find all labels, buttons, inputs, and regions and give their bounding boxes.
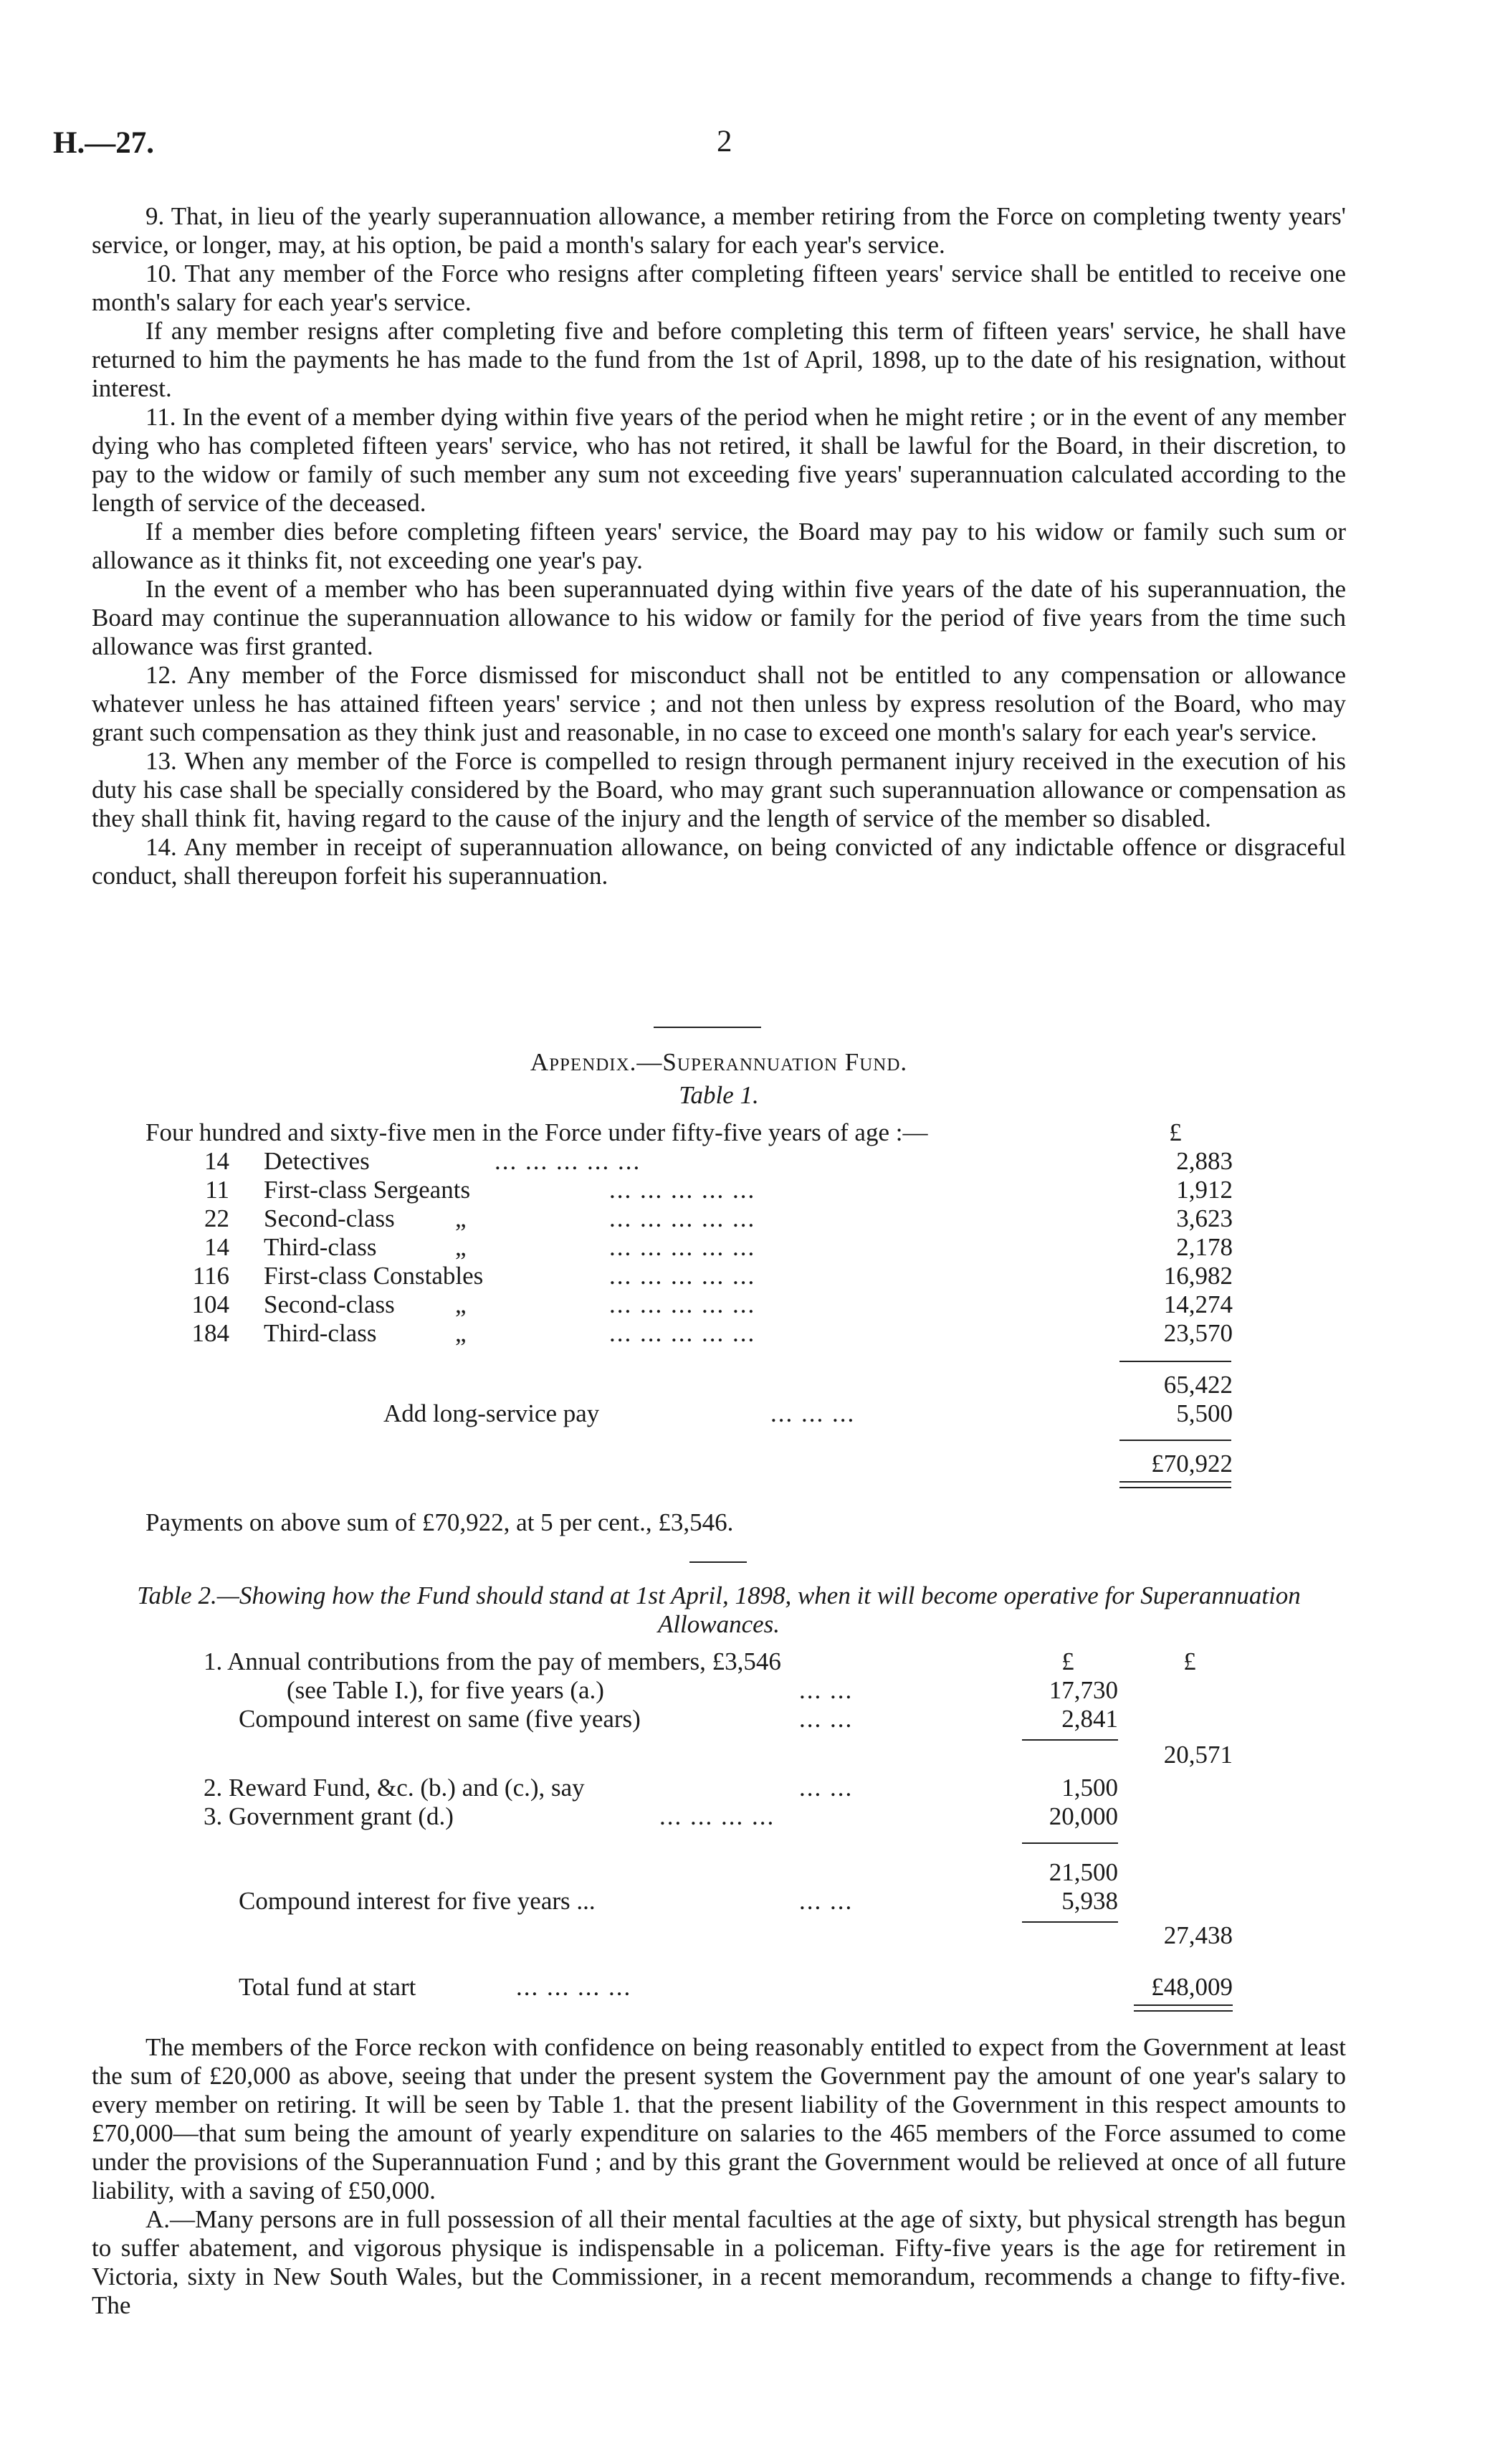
ditto-mark: „ xyxy=(455,1290,467,1318)
table-1-subtotal: 65,422 xyxy=(1163,1371,1233,1399)
row-amount: 3,623 xyxy=(1176,1204,1233,1232)
long-service-amount: 5,500 xyxy=(1176,1399,1233,1427)
row-label: Second-class xyxy=(264,1204,395,1232)
dot-leaders: ... ... xyxy=(799,1774,854,1802)
ditto-mark: „ xyxy=(455,1204,467,1232)
row-amount: 23,570 xyxy=(1163,1319,1233,1347)
row-label: Detectives xyxy=(264,1147,370,1175)
total-double-rule xyxy=(1119,1481,1231,1488)
dot-leaders: ... ... xyxy=(799,1705,854,1733)
row-count: 22 xyxy=(204,1204,229,1232)
item-2-label: 2. Reward Fund, &c. (b.) and (c.), say xyxy=(204,1774,585,1802)
row-amount: 2,883 xyxy=(1176,1147,1233,1175)
dot-leaders: ... ... ... ... ... xyxy=(609,1290,756,1318)
dot-leaders: ... ... ... ... ... xyxy=(609,1319,756,1347)
row-count: 14 xyxy=(204,1233,229,1261)
dot-leaders: ... ... ... ... xyxy=(659,1802,775,1830)
group-2-sum: 21,500 xyxy=(1049,1858,1118,1886)
table-2-currency-column-1: £ xyxy=(1061,1647,1074,1675)
group-1-rule xyxy=(1022,1739,1118,1741)
clause-11-superannuated: In the event of a member who has been superannuated dying within five years of the date of his superannuation, the Board may continue the superannuation allowance to his widow or family for the period of five years from the time such allowance was first granted. xyxy=(92,575,1346,660)
dot-leaders: ... ... ... ... ... xyxy=(609,1176,756,1204)
group-2-rule xyxy=(1022,1842,1118,1844)
group-1-total: 20,571 xyxy=(1163,1741,1233,1769)
row-count: 11 xyxy=(205,1176,229,1204)
total-fund-amount: £48,009 xyxy=(1151,1973,1233,2001)
page-number: 2 xyxy=(717,125,732,158)
dot-leaders: ... ... xyxy=(799,1887,854,1915)
item-1-interest-label: Compound interest on same (five years) xyxy=(239,1705,641,1733)
table-2-currency-column-2: £ xyxy=(1183,1647,1196,1675)
row-count: 104 xyxy=(191,1290,229,1318)
row-label: Second-class xyxy=(264,1290,395,1318)
row-label: Third-class xyxy=(264,1233,377,1261)
total-fund-label: Total fund at start xyxy=(239,1973,416,2001)
long-service-label: Add long-service pay xyxy=(383,1399,600,1427)
dot-leaders: ... ... ... ... ... xyxy=(609,1233,756,1261)
dot-leaders: ... ... ... ... ... xyxy=(609,1204,756,1232)
total-rule xyxy=(1119,1440,1231,1441)
note-a-paragraph: A.—Many persons are in full possession of all their mental faculties at the age of sixty, but physical strength has begun to suffer abatement, and vigorous physique is indispensable in a policeman. Fifty-five years is the age for retirement in Victoria, sixty in New South Wales, but the Commissioner, in a recent memorandum, recommends a change to fifty-five. The xyxy=(92,2205,1346,2319)
row-amount: 16,982 xyxy=(1163,1262,1233,1290)
clause-13: 13. When any member of the Force is compelled to resign through permanent injury received in the execution of his duty his case shall be specially considered by the Board, who may grant such superannuation allowance or compensation as they shall think fit, having regard to the cause of the injury and the length of service of the member so disabled. xyxy=(92,747,1346,832)
closing-block xyxy=(92,2033,1346,2320)
item-1-label-continued: (see Table I.), for five years (a.) xyxy=(287,1676,604,1704)
row-count: 116 xyxy=(192,1262,229,1290)
item-2-amount: 1,500 xyxy=(1061,1774,1118,1802)
row-label: First-class Constables xyxy=(264,1262,484,1290)
dot-leaders: ... ... ... xyxy=(770,1399,856,1427)
row-label: First-class Sergeants xyxy=(264,1176,471,1204)
group-2-total-rule xyxy=(1022,1921,1118,1923)
section-divider xyxy=(689,1561,747,1563)
dot-leaders: ... ... ... ... ... xyxy=(495,1147,641,1175)
dot-leaders: ... ... ... ... ... xyxy=(609,1262,756,1290)
section-divider xyxy=(654,1027,761,1028)
clause-11: 11. In the event of a member dying within five years of the period when he might retire ; or in the event of any member dying who has completed fifteen years' service, who has not retired, it shall be lawful for the Board, in their discretion, to pay to the widow or family of such member any sum not exceeding five years' superannuation calculated according to the length of service of the deceased. xyxy=(92,403,1346,517)
subtotal-rule xyxy=(1119,1361,1231,1362)
clause-14: 14. Any member in receipt of superannuation allowance, on being convicted of any indictable offence or disgraceful conduct, shall thereupon forfeit his superannuation. xyxy=(92,833,1346,890)
row-label: Third-class xyxy=(264,1319,377,1347)
row-amount: 1,912 xyxy=(1176,1176,1233,1204)
closing-paragraph: The members of the Force reckon with confidence on being reasonably entitled to expect from the Government at least the sum of £20,000 as above, seeing that under the present system the Government pay the amount of one year's salary to every member on retiring. It will be seen by Table 1. that the present liability of the Government in this respect amounts to £70,000—that sum being the amount of yearly expenditure on salaries to the 465 members of the Force assumed to come under the provisions of the Superannuation Fund ; and by this grant the Government would be relieved at once of all future liability, with a saving of £50,000. xyxy=(92,2033,1346,2204)
clause-9: 9. That, in lieu of the yearly superannuation allowance, a member retiring from the Force on completing twenty years' service, or longer, may, at his option, be paid a month's salary for each year's service. xyxy=(92,202,1346,259)
table-1-total: £70,922 xyxy=(1151,1450,1233,1478)
dot-leaders: ... ... ... ... xyxy=(516,1973,632,2001)
ditto-mark: „ xyxy=(455,1319,467,1347)
clause-10: 10. That any member of the Force who resigns after completing fifteen years' service shall be entitled to receive one month's salary for each year's service. xyxy=(92,260,1346,316)
clause-11-widow: If a member dies before completing fifteen years' service, the Board may pay to his widow or family such sum or allowance as it thinks fit, not exceeding one year's pay. xyxy=(92,518,1346,574)
appendix-title: Appendix.—Superannuation Fund. xyxy=(530,1048,908,1076)
item-1-label: 1. Annual contributions from the pay of members, £3,546 xyxy=(204,1647,781,1675)
item-4-label: Compound interest for five years ... xyxy=(239,1887,596,1915)
payments-note: Payments on above sum of £70,922, at 5 per cent., £3,546. xyxy=(145,1508,734,1536)
item-3-amount: 20,000 xyxy=(1049,1802,1118,1830)
group-2-total: 27,438 xyxy=(1163,1921,1233,1949)
item-4-amount: 5,938 xyxy=(1061,1887,1118,1915)
item-3-label: 3. Government grant (d.) xyxy=(204,1802,454,1830)
ditto-mark: „ xyxy=(455,1233,467,1261)
item-1-amount: 17,730 xyxy=(1049,1676,1118,1704)
table-1-currency: £ xyxy=(1169,1118,1182,1146)
clauses-block xyxy=(92,202,1346,890)
dot-leaders: ... ... xyxy=(799,1676,854,1704)
table-1-caption: Table 1. xyxy=(679,1081,759,1109)
row-count: 184 xyxy=(191,1319,229,1347)
table-2-caption: Table 2.—Showing how the Fund should stand at 1st April, 1898, when it will become operative for Superannuation Allowances. xyxy=(137,1581,1301,1638)
row-amount: 14,274 xyxy=(1163,1290,1233,1318)
clause-10-resign: If any member resigns after completing five and before completing this term of fifteen years' service, he shall have returned to him the payments he has made to the fund from the 1st of April, 1898, up to the date of his resignation, without interest. xyxy=(92,317,1346,402)
table-1-intro: Four hundred and sixty-five men in the Force under fifty-five years of age :— xyxy=(145,1118,928,1146)
row-count: 14 xyxy=(204,1147,229,1175)
clause-12: 12. Any member of the Force dismissed for misconduct shall not be entitled to any compensation or allowance whatever unless he has attained fifteen years' service ; and not then unless by express resolution of the Board, who may grant such compensation as they think just and reasonable, in no case to exceed one month's salary for each year's service. xyxy=(92,661,1346,746)
row-amount: 2,178 xyxy=(1176,1233,1233,1261)
total-double-rule xyxy=(1134,2004,1233,2012)
item-1-interest-amount: 2,841 xyxy=(1061,1705,1118,1733)
document-reference: H.—27. xyxy=(53,126,154,160)
